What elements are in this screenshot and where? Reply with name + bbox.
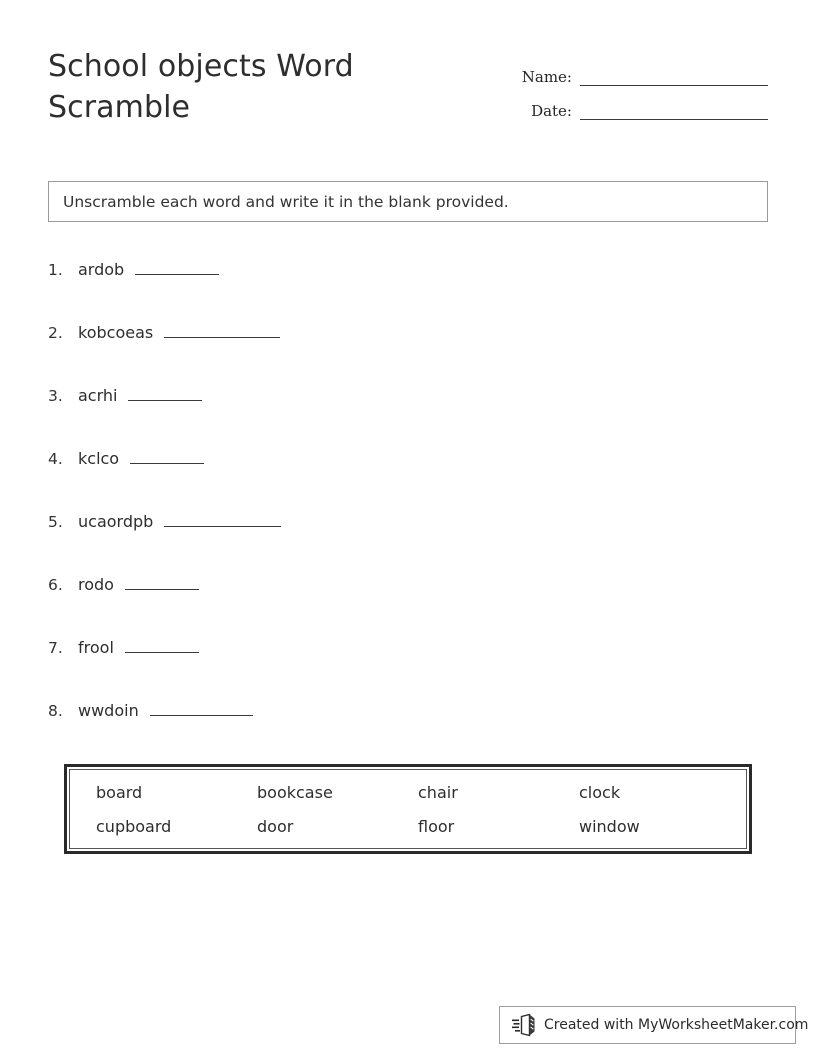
question-item bbox=[48, 510, 748, 573]
question-row bbox=[48, 636, 748, 659]
answer-blank[interactable] bbox=[135, 258, 219, 275]
answer-blank[interactable] bbox=[150, 699, 253, 716]
word-bank-word: door bbox=[257, 817, 294, 836]
name-date-block bbox=[508, 52, 768, 120]
worksheet-maker-logo-icon bbox=[512, 1013, 538, 1037]
scrambled-word: ardob bbox=[78, 260, 125, 279]
scrambled-word: frool bbox=[78, 638, 114, 657]
word-bank-inner bbox=[69, 769, 747, 849]
question-row bbox=[48, 573, 748, 596]
scrambled-word: wwdoin bbox=[78, 701, 139, 720]
answer-blank[interactable] bbox=[130, 447, 204, 464]
answer-blank[interactable] bbox=[125, 636, 199, 653]
question-item bbox=[48, 258, 748, 321]
question-number: 5. bbox=[48, 513, 63, 531]
word-bank-word: window bbox=[579, 817, 640, 836]
answer-blank[interactable] bbox=[125, 573, 199, 590]
question-row bbox=[48, 258, 748, 281]
question-number: 7. bbox=[48, 639, 63, 657]
question-item bbox=[48, 636, 748, 699]
word-bank-word: clock bbox=[579, 783, 621, 802]
question-item bbox=[48, 321, 748, 384]
word-bank-row bbox=[96, 816, 746, 850]
answer-blank[interactable] bbox=[128, 384, 202, 401]
question-list bbox=[48, 258, 748, 762]
question-row bbox=[48, 321, 748, 344]
word-bank-word: cupboard bbox=[96, 817, 172, 836]
scrambled-word: acrhi bbox=[78, 386, 118, 405]
answer-blank[interactable] bbox=[164, 321, 280, 338]
question-number: 6. bbox=[48, 576, 63, 594]
word-bank-word: floor bbox=[418, 817, 455, 836]
question-item bbox=[48, 699, 748, 762]
word-bank-word: chair bbox=[418, 783, 458, 802]
question-row bbox=[48, 447, 748, 470]
word-bank-row bbox=[96, 782, 746, 816]
question-number: 8. bbox=[48, 702, 63, 720]
word-bank bbox=[64, 764, 752, 854]
scrambled-word: kobcoeas bbox=[78, 323, 154, 342]
footer-text: Created with MyWorksheetMaker.com bbox=[544, 1017, 809, 1033]
scrambled-word: ucaordpb bbox=[78, 512, 154, 531]
question-row bbox=[48, 510, 748, 533]
question-number: 4. bbox=[48, 450, 63, 468]
instruction-text: Unscramble each word and write it in the blank provided. bbox=[63, 192, 509, 211]
word-bank-word: bookcase bbox=[257, 783, 333, 802]
footer-badge[interactable] bbox=[499, 1006, 809, 1044]
question-number: 2. bbox=[48, 324, 63, 342]
question-item bbox=[48, 447, 748, 510]
question-number: 3. bbox=[48, 387, 63, 405]
name-label: Name: bbox=[521, 68, 572, 86]
question-row bbox=[48, 384, 748, 407]
date-label: Date: bbox=[531, 102, 572, 120]
question-item bbox=[48, 384, 748, 447]
instruction-box bbox=[48, 181, 768, 222]
question-item bbox=[48, 573, 748, 636]
scrambled-word: rodo bbox=[78, 575, 114, 594]
worksheet-header bbox=[48, 46, 768, 142]
name-row bbox=[508, 52, 768, 86]
date-row bbox=[508, 86, 768, 120]
name-input-line[interactable] bbox=[580, 66, 768, 86]
question-number: 1. bbox=[48, 261, 63, 279]
question-row bbox=[48, 699, 748, 722]
page-title: School objects Word Scramble bbox=[48, 49, 354, 125]
scrambled-word: kclco bbox=[78, 449, 120, 468]
answer-blank[interactable] bbox=[164, 510, 281, 527]
date-input-line[interactable] bbox=[580, 100, 768, 120]
word-bank-word: board bbox=[96, 783, 143, 802]
